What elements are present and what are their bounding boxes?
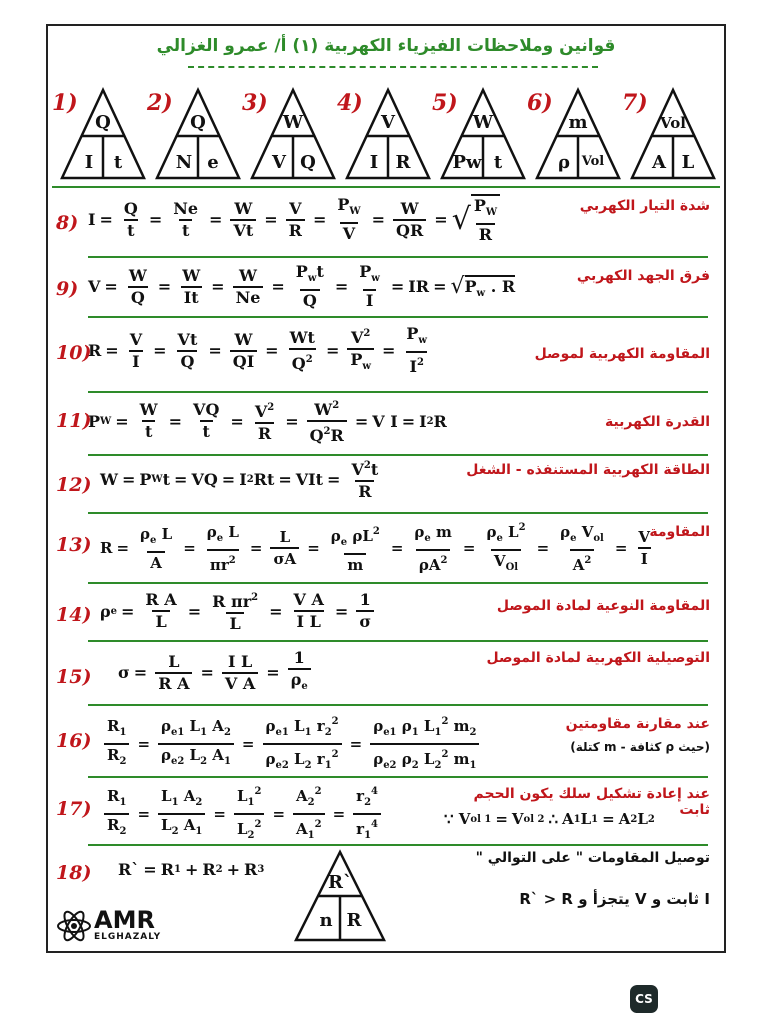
row-number: 14) — [56, 604, 92, 626]
row-label: المقاومة — [649, 524, 710, 540]
equation-series: R` = R 1 + R 2 + R 3 — [118, 860, 265, 879]
triangle-6 — [527, 86, 623, 182]
triangle-left: V — [272, 152, 286, 173]
triangle-number: 6) — [527, 90, 553, 116]
triangle-number: 5) — [432, 90, 458, 116]
triangle-number: 1) — [52, 90, 78, 116]
row-number: 8) — [56, 212, 79, 234]
triangle-right: R — [395, 152, 411, 173]
notes-sheet — [46, 24, 726, 953]
triangle-4 — [337, 86, 433, 182]
divider — [52, 186, 720, 188]
logo — [56, 906, 186, 946]
row-number: 10) — [56, 342, 92, 364]
equation-energy: W = P W t = VQ = I 2 Rt = VIt = $\frac{V^2t}{R}$ — [100, 460, 379, 501]
triangle-right: e — [207, 152, 219, 173]
row-number: 16) — [56, 730, 92, 752]
triangle-top: W — [472, 112, 494, 133]
triangle-7 — [622, 86, 718, 182]
triangle-series — [292, 848, 388, 944]
triangle-number: 3) — [242, 90, 268, 116]
triangle-number: 7) — [622, 90, 648, 116]
row-label: توصيل المقاومات " على التوالي " — [475, 850, 710, 866]
divider — [88, 391, 708, 393]
title-underline — [188, 66, 598, 68]
equation-current: I = $\frac{Q}{t}$ = $\frac{Ne}{t}$ = $\frac{W}{Vt}$ = $\frac{V}{R}$ = $\frac{P_W}{V}$ = $\frac{W}{QR}$ = √ $\frac{P_W}{R}$ — [88, 194, 504, 245]
triangle-number: 2) — [147, 90, 173, 116]
row-label: شدة التيار الكهربي — [579, 198, 710, 214]
row-note: (حيث ρ كثافة - m كتلة) — [570, 740, 710, 754]
row-label: المقاومة الكهربية لموصل — [534, 346, 710, 362]
divider — [88, 582, 708, 584]
triangle-top: Q — [190, 112, 206, 133]
triangle-right: L — [681, 152, 695, 173]
triangle-right: Vol — [581, 154, 605, 169]
equation-compare-resistances: $\frac{R_1}{R_2}$ = $\frac{\rho_{e1} L_1 A_2}{\rho_{e2} L_2 A_1}$ = $\frac{\rho_{e1} L_1 r_2^2}{\rho_{e2} L_2 r_1^2}$ = $\frac{\rho_{e1} \rho_1 L_1^2 m_2}{\rho_{e2} \rho_2 L_2^2 m_1}$ — [100, 712, 483, 776]
divider — [88, 844, 708, 846]
row-label: القدرة الكهربية — [604, 414, 710, 430]
triangle-right: R — [346, 910, 362, 931]
volume-relation: ∵ V ol 1 = V ol 2 ∴ A 1 L 1 = A 2 L 2 — [444, 810, 655, 828]
logo-subtext: ELGHAZALY — [94, 932, 162, 942]
row-number: 13) — [56, 534, 92, 556]
row-number: 12) — [56, 474, 92, 496]
triangle-left: Pw — [452, 152, 482, 173]
equation-resistance: R = $\frac{V}{I}$ = $\frac{Vt}{Q}$ = $\frac{W}{QI}$ = $\frac{Wt}{Q^2}$ = $\frac{V^2}{P_w}$ = $\frac{P_w}{I^2}$ — [88, 324, 428, 376]
triangle-5 — [432, 86, 528, 182]
triangle-top: R` — [328, 872, 352, 893]
triangle-left: ρ — [558, 152, 570, 173]
equation-resistance-material: R = $\frac{\rho_e L}{A}$ = $\frac{\rho_e L}{\pi r^2}$ = $\frac{L}{\sigma A}$ = $\frac{\rho_e \rho L^2}{m}$ = $\frac{\rho_e m}{\rho A^2}$ = $\frac{\rho_e L^2}{V_{Ol}}$ = $\frac{\rho_e V_{ol}}{A^2}$ = $\frac{V}{I}$ — [100, 518, 657, 578]
triangle-left: A — [652, 152, 666, 173]
triangle-3 — [242, 86, 338, 182]
divider — [88, 512, 708, 514]
divider — [88, 776, 708, 778]
atom-icon — [56, 908, 92, 944]
row-label: التوصيلية الكهربية لمادة الموصل — [486, 650, 710, 666]
row-label: عند مقارنة مقاومتين — [565, 716, 710, 732]
divider — [88, 256, 708, 258]
equation-conductivity: σ = $\frac{L}{\text{R A}}$ = $\frac{\text{I L}}{\text{V A}}$ = $\frac{1}{\rho_e}$ — [118, 648, 315, 697]
triangle-right: t — [113, 152, 123, 173]
triangle-top: Q — [95, 112, 111, 133]
row-label: عند إعادة تشكيل سلك يكون الحجم ثابت — [473, 786, 710, 818]
triangle-top: Vol — [660, 114, 686, 132]
divider — [88, 704, 708, 706]
equation-power: P W = $\frac{W}{t}$ = $\frac{VQ}{t}$ = $\frac{V^2}{R}$ = $\frac{W^2}{Q^2R}$ = V I = I 2 R — [88, 400, 447, 445]
page-title: قوانين وملاحظات الفيزياء الكهربية (١) أ/ عمرو الغزالي — [156, 36, 616, 56]
triangle-left: N — [175, 152, 193, 173]
triangle-1 — [52, 86, 148, 182]
triangle-top: m — [568, 112, 588, 133]
triangle-left: I — [84, 152, 94, 173]
row-number: 18) — [56, 862, 92, 884]
triangle-top: W — [282, 112, 304, 133]
triangle-2 — [147, 86, 243, 182]
equation-voltage: V = $\frac{W}{Q}$ = $\frac{W}{It}$ = $\frac{W}{Ne}$ = $\frac{P_wt}{Q}$ = $\frac{P_w}{I}$ = IR = √ $P_w$ . R — [88, 262, 516, 310]
divider — [88, 640, 708, 642]
row-label: فرق الجهد الكهربي — [576, 268, 710, 284]
triangle-left: I — [369, 152, 379, 173]
row-label: المقاومة النوعية لمادة الموصل — [496, 598, 710, 614]
equation-fixed-volume: $\frac{R_1}{R_2}$ = $\frac{L_1 A_2}{L_2 A_1}$ = $\frac{L_1^2}{L_2^2}$ = $\frac{A_2^2}{A_1^2}$ = $\frac{r_2^4}{r_1^4}$ — [100, 782, 385, 846]
row-number: 17) — [56, 798, 92, 820]
row-number: 15) — [56, 666, 92, 688]
triangle-left: n — [319, 910, 333, 931]
row-note: I ثابت و V يتجزأ و R` > R — [519, 890, 710, 908]
triangle-right: t — [493, 152, 503, 173]
camscanner-badge: CS — [630, 985, 658, 1013]
logo-text: AMR — [94, 906, 155, 934]
equation-resistivity: ρ e = $\frac{\text{R A}}{L}$ = $\frac{R \pi r^2}{L}$ = $\frac{\text{V A}}{\text{I L}}$ = $\frac{1}{\sigma}$ — [100, 588, 378, 634]
triangle-number: 4) — [337, 90, 363, 116]
triangle-right: Q — [300, 152, 316, 173]
row-number: 9) — [56, 278, 79, 300]
divider — [88, 316, 708, 318]
row-number: 11) — [56, 410, 92, 432]
triangle-row — [52, 86, 718, 186]
triangle-top: V — [381, 112, 395, 133]
row-label: الطاقة الكهربية المستنفذه - الشغل — [466, 462, 710, 478]
